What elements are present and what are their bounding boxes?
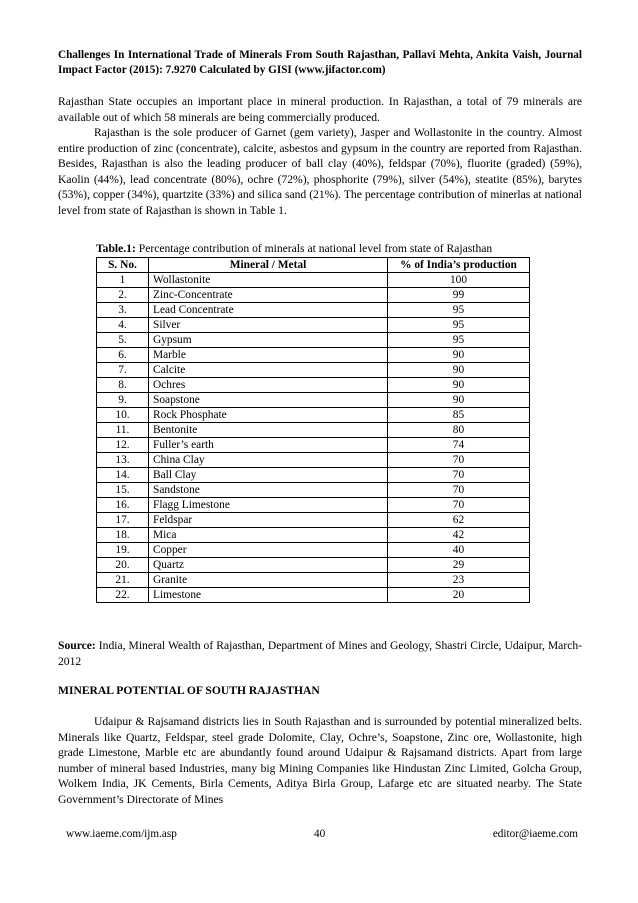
serial-cell: 11. [97,423,149,438]
table-row [97,288,530,303]
serial-cell: 15. [97,483,149,498]
table-row [97,393,530,408]
percent-cell: 90 [388,363,530,378]
production-paragraph-text: Rajasthan is the sole producer of Garnet (gem variety), Jasper and Wollastonite in the country. Almost entire production of zinc (concentrate), calcite, asbestos and gypsum in the country are reported from Rajasthan. Besides, Rajasthan is also the leading producer of ball clay (40%), feldspar (70%), fluorite (graded) (59%), Kaolin (44%), lead concentrate (80%), ochre (72%), phosphorite (79%), silver (54%), steatite (85%), barytes (53%), copper (34%), quartzite (33%) and silica sand (21%). The percentage contribution of minerlas at national level from state of Rajasthan is shown in Table 1. [58,126,582,217]
serial-cell: 4. [97,318,149,333]
serial-cell: 19. [97,543,149,558]
percent-cell: 70 [388,498,530,513]
footer-email: editor@iaeme.com [492,828,578,840]
table-row [97,438,530,453]
percent-cell: 95 [388,303,530,318]
percent-cell: 70 [388,453,530,468]
table-row [97,423,530,438]
table-caption-text: Percentage contribution of minerals at national level from state of Rajasthan [135,242,493,255]
table-row [97,528,530,543]
serial-cell: 22. [97,588,149,603]
footer-page-number: 40 [314,828,326,840]
header-serial: S. No. [97,258,149,273]
serial-cell: 8. [97,378,149,393]
percent-cell: 42 [388,528,530,543]
header-mineral: Mineral / Metal [149,258,388,273]
table-row [97,453,530,468]
serial-cell: 9. [97,393,149,408]
serial-cell: 14. [97,468,149,483]
serial-cell: 16. [97,498,149,513]
table-row [97,498,530,513]
percent-cell: 90 [388,348,530,363]
table-row [97,558,530,573]
serial-cell: 2. [97,288,149,303]
table-row [97,318,530,333]
source-text: India, Mineral Wealth of Rajasthan, Department of Mines and Geology, Shastri Circle, Udaipur, March-2012 [58,639,582,668]
percent-cell: 80 [388,423,530,438]
percent-cell: 70 [388,468,530,483]
percent-cell: 95 [388,333,530,348]
serial-cell: 20. [97,558,149,573]
serial-cell: 1 [97,273,149,288]
percent-cell: 95 [388,318,530,333]
table-row [97,378,530,393]
mineral-cell: Quartz [149,558,388,573]
serial-cell: 18. [97,528,149,543]
footer-website: www.iaeme.com/ijm.asp [66,828,177,840]
mineral-cell: Marble [149,348,388,363]
serial-cell: 3. [97,303,149,318]
table-body [97,273,530,603]
source-note [58,638,582,670]
table-row [97,273,530,288]
mineral-cell: Copper [149,543,388,558]
mineral-cell: China Clay [149,453,388,468]
mineral-cell: Gypsum [149,333,388,348]
mineral-cell: Wollastonite [149,273,388,288]
mineral-cell: Calcite [149,363,388,378]
table-row [97,333,530,348]
percent-cell: 85 [388,408,530,423]
production-paragraph [58,125,582,219]
mineral-cell: Granite [149,573,388,588]
table-row [97,468,530,483]
mineral-cell: Mica [149,528,388,543]
percent-cell: 62 [388,513,530,528]
serial-cell: 12. [97,438,149,453]
table-header-row [97,258,530,273]
mineral-cell: Rock Phosphate [149,408,388,423]
mineral-potential-text: Udaipur & Rajsamand districts lies in South Rajasthan and is surrounded by potential mineralized belts. Minerals like Quartz, Feldspar, steel grade Dolomite, Clay, Ochre’s, Soapstone, Zinc ore, Wollastonite, high grade Limestone, Marble etc are abundantly found around Udaipur & Rajsamand districts. Apart from large number of mineral based Industries, many big Mining Companies like Hindustan Zinc Limited, Golcha Group, Wolkem India, JK Cements, Birla Cements, Aditya Birla Group, Lafarge etc are situated nearby. The State Government’s Directorate of Mines [58,715,582,806]
table-row [97,513,530,528]
serial-cell: 10. [97,408,149,423]
table-row [97,363,530,378]
table-row [97,483,530,498]
mineral-cell: Ball Clay [149,468,388,483]
mineral-cell: Lead Concentrate [149,303,388,318]
paper-header: Challenges In International Trade of Minerals From South Rajasthan, Pallavi Mehta, Ankita Vaish, Journal Impact Factor (2015): 7.9270 Calculated by GISI (www.jifactor.com) [58,49,582,76]
mineral-cell: Fuller’s earth [149,438,388,453]
serial-cell: 17. [97,513,149,528]
mineral-cell: Soapstone [149,393,388,408]
percent-cell: 74 [388,438,530,453]
percent-cell: 20 [388,588,530,603]
percent-cell: 100 [388,273,530,288]
percent-cell: 29 [388,558,530,573]
serial-cell: 6. [97,348,149,363]
percent-cell: 70 [388,483,530,498]
mineral-cell: Feldspar [149,513,388,528]
minerals-table [96,257,530,603]
mineral-cell: Sandstone [149,483,388,498]
mineral-cell: Zinc-Concentrate [149,288,388,303]
table-row [97,408,530,423]
percent-cell: 23 [388,573,530,588]
intro-paragraph: Rajasthan State occupies an important place in mineral production. In Rajasthan, a total of 79 minerals are available out of which 58 minerals are being commercially produced. [58,95,582,124]
mineral-cell: Flagg Limestone [149,498,388,513]
table-row [97,303,530,318]
serial-cell: 5. [97,333,149,348]
percent-cell: 40 [388,543,530,558]
mineral-cell: Limestone [149,588,388,603]
percent-cell: 99 [388,288,530,303]
table-caption-label: Table.1: [96,242,136,255]
serial-cell: 7. [97,363,149,378]
serial-cell: 21. [97,573,149,588]
serial-cell: 13. [97,453,149,468]
source-label: Source: [58,639,96,652]
table-row [97,588,530,603]
mineral-cell: Bentonite [149,423,388,438]
table-caption [96,242,576,256]
mineral-cell: Silver [149,318,388,333]
header-percent: % of India’s production [388,258,530,273]
percent-cell: 90 [388,393,530,408]
mineral-potential-paragraph [58,714,582,808]
mineral-cell: Ochres [149,378,388,393]
percent-cell: 90 [388,378,530,393]
table-row [97,543,530,558]
table-row [97,348,530,363]
section-heading: MINERAL POTENTIAL OF SOUTH RAJASTHAN [58,684,320,697]
table-row [97,573,530,588]
